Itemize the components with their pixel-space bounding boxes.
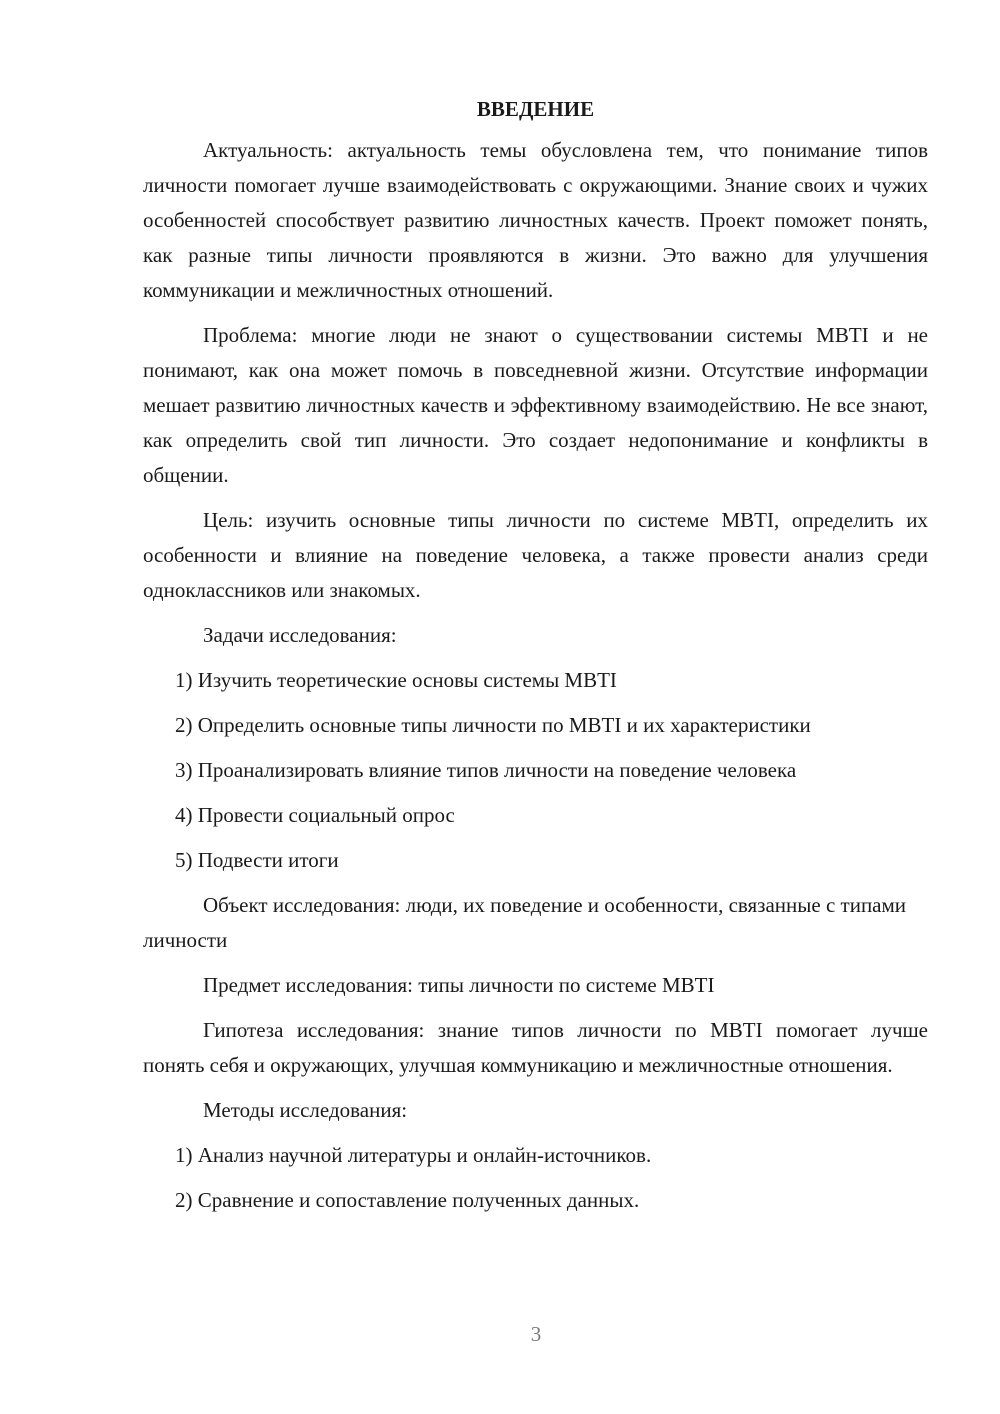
methods-list — [143, 1138, 928, 1218]
tasks-heading: Задачи исследования: — [203, 623, 397, 647]
tasks-list — [143, 663, 928, 878]
object-paragraph: Объект исследования: люди, их поведение и особенности, связанные с типами личности — [143, 893, 907, 952]
document-page — [143, 92, 928, 1228]
methods-heading: Методы исследования: — [203, 1098, 408, 1122]
hypothesis-paragraph: Гипотеза исследования: знание типов личности по MBTI помогает лучше понять себя и окружающих, улучшая коммуникацию и межличностные отношения. — [143, 1018, 928, 1077]
task-item: 4) Провести социальный опрос — [175, 803, 455, 827]
subject-paragraph: Предмет исследования: типы личности по системе MBTI — [203, 973, 715, 997]
goal-paragraph: Цель: изучить основные типы личности по системе MBTI, определить их особенности и влияние на поведение человека, а также провести анализ среди одноклассников или знакомых. — [143, 508, 928, 602]
method-item: 2) Сравнение и сопоставление полученных данных. — [175, 1188, 640, 1212]
task-item: 5) Подвести итоги — [175, 848, 339, 872]
task-item: 2) Определить основные типы личности по MBTI и их характеристики — [175, 713, 811, 737]
page-number: 3 — [530, 1322, 542, 1346]
section-title: ВВЕДЕНИЕ — [476, 97, 595, 121]
task-item: 3) Проанализировать влияние типов личности на поведение человека — [175, 758, 797, 782]
task-item: 1) Изучить теоретические основы системы MBTI — [175, 668, 617, 692]
problem-paragraph: Проблема: многие люди не знают о существовании системы MBTI и не понимают, как она может помочь в повседневной жизни. Отсутствие информации мешает развитию личностных качеств и эффективному взаимодействию. Не все знают, как определить свой тип личности. Это создает недопонимание и конфликты в общении. — [143, 323, 928, 487]
relevance-paragraph: Актуальность: актуальность темы обусловлена тем, что понимание типов личности помогает лучше взаимодействовать с окружающими. Знание своих и чужих особенностей способствует развитию личностных качеств. Проект поможет понять, как разные типы личности проявляются в жизни. Это важно для улучшения коммуникации и межличностных отношений. — [143, 138, 928, 302]
method-item: 1) Анализ научной литературы и онлайн-источников. — [175, 1143, 652, 1167]
